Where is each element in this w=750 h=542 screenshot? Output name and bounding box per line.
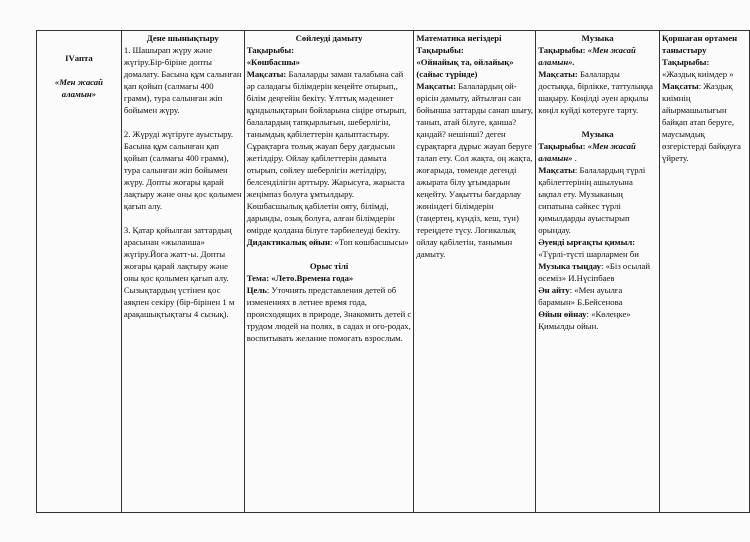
music-topic2-label: Тақырыбы: xyxy=(538,141,586,151)
environment-heading: Қоршаған ортамен таныстыру xyxy=(662,33,738,55)
music-topic2-end: . xyxy=(572,153,577,163)
environment-goal: : Жаздық киімнің айырмашылығын байқап атап беруге, маусымдық өзгерістерді байқауға үйрету. xyxy=(662,81,741,163)
math-cell xyxy=(414,31,536,513)
music-goal2-label: Мақсаты xyxy=(538,165,575,175)
speech-goal-label: Мақсаты: xyxy=(246,69,287,79)
music-heading: Музыка xyxy=(581,33,614,43)
music-cell xyxy=(536,31,660,513)
math-topic-label: Тақырыбы: xyxy=(416,45,464,55)
music-goal1-label: Мақсаты: xyxy=(538,69,578,79)
music-goal1: Балаларды достыққа, бірлікке, таттулыққа шақыру. Көңілді әуен арқылы көңіл күйді көтеруге тарту. xyxy=(538,69,653,115)
speech-heading: Сөйлеудi дамыту xyxy=(295,33,363,43)
math-goal: Балалардың ой-өрісін дамыту, айтылған сан бойынша заттарды санап шығу, танып, атай білуге, қанша? қандай? нешінші? деген сұрақтарға дұрыс жауап беруге талап ету. Сол жақта, оң жақта, жоғарыда, төменде дегенді ажырата білу ұғымдарын кеңейту. Уақытты бағдарлау жөніндегі білімдерін (таңертең, күндіз, кеш, түн) тереңдете түсу. Логикалық ойлау қабілетін, танымын дамыту. xyxy=(416,81,534,259)
russian-goal: : Уточнять представления детей об изменениях в летнее время года, происходящих в природе, Знакомить детей с трудом людей на полях, в садах и ого-родах, воспитывать желание помогать взрослым. xyxy=(246,285,412,343)
music-sing: : «Мен ауылға барамын» Б.Бейсенова xyxy=(538,285,623,307)
music-goal2: : Балалардың түрлі қабілеттерінің ашылуына ықпал ету. Музыканың сипатына сәйкес түрлі қимылдарды ауыстырып орындау. xyxy=(538,165,646,235)
music-play: : «Көлеңке» Қимылды ойын. xyxy=(538,309,631,331)
environment-goal-label: Мақсаты xyxy=(662,81,699,91)
music-listen-label: Музыка тыңдау xyxy=(538,261,601,271)
music-listen: : «Біз осылай өсеміз» И.Нүсіпбаев xyxy=(538,261,651,283)
week-label: IVапта xyxy=(65,53,93,63)
lesson-plan-table xyxy=(36,30,750,513)
environment-cell xyxy=(660,31,750,513)
pe-heading: Дене шынықтыру xyxy=(146,33,219,43)
music-sing-label: Ән айту xyxy=(538,285,570,295)
music-topic1-label: Тақырыбы: xyxy=(538,45,586,55)
environment-topic-label: Тақырыбы: xyxy=(662,57,710,67)
music-rhythm-label: Әуенді ырғақты қимыл: xyxy=(538,237,636,247)
week-title: «Мен жасай аламын» xyxy=(54,77,103,99)
math-topic: «Ойнайық та, ойлайық» xyxy=(416,57,514,67)
speech-topic: «Көшбасшы» xyxy=(246,57,301,67)
environment-topic: «Жаздық киімдер » xyxy=(662,69,734,79)
week-cell xyxy=(37,31,122,513)
pe-cell xyxy=(121,31,244,513)
math-heading: Математика негіздері xyxy=(416,33,502,43)
pe-item-2: 2. Жүруді жүгіруге ауыстыру. Басына құм салынған қап қойып (салмағы 400 грамм), тура салынған жіп бойымен жүру. Допты жоғары қарай лақтыру және оны қос қолымен қағып алу. xyxy=(123,129,242,211)
music-heading-2: Музыка xyxy=(581,129,614,139)
music-topic1: «Мен жасай аламын». xyxy=(538,45,636,67)
music-topic2: «Мен жасай аламын» xyxy=(538,141,636,163)
speech-goal: Балаларды заман талабына сай әр саладағы білімдерін кеңейте отырып,, білім деңгейін бекіту. Ұлттық мәдениет құндылықтарын бойларына сіңіре отырып, балалардың тапқырлығын, шеберлігін, танымдық қабілеттерін қалыптастыру. Сұрақтарға толық жауап беру дағдысын жетілдіру. Ойлау қабілеттерін дамыта отырып, сөйлеу шеберлігін жетілдіру, белсенділігін арттыру. Жарысуға, жарыста жеңімпаз болуға ұмтылдыру. Көшбасшылық қабілетін ояту, білімді, дарынды, озық болуға, алған білімдерін өмірде қолдана білуге тәрбиелеуді бекіту. xyxy=(246,69,407,235)
speech-cell xyxy=(244,31,414,513)
speech-topic-label: Тақырыбы: xyxy=(246,45,295,55)
music-play-label: Өйын өйнау xyxy=(538,309,587,319)
music-rhythm: «Түрлі-түсті шарлармен би xyxy=(538,249,639,259)
russian-heading: Орыс тілі xyxy=(309,261,349,271)
pe-item-1: 1. Шашырап жүру және жүгіру.Бір-біріне допты домалату. Басына құм салынған қап қойып (салмағы 400 грамм), тура салынған жіп бойымен жүру. xyxy=(123,45,242,115)
math-goal-label: Мақсаты: xyxy=(416,81,456,91)
speech-game-label: Дидактикалық ойын xyxy=(246,237,330,247)
table-row xyxy=(37,31,750,513)
speech-game: : «Топ көшбасшысы» xyxy=(329,237,409,247)
russian-goal-label: Цель xyxy=(246,285,267,295)
russian-topic: Тема: «Лето.Времена года» xyxy=(246,273,354,283)
math-form: (сайыс түрінде) xyxy=(416,69,478,79)
pe-item-3: 3. Қатар қойылған заттардың арасынан «жыланша» жүгіру.Йога жатт-ы. Допты жоғары қарай лақтыру және оны қос қолымен қағып алу. Сызықтардың үстінен қос аяқпен секіру (бір-бірінен 1 м арақашықтықтағы 4 сызық). xyxy=(123,225,235,319)
